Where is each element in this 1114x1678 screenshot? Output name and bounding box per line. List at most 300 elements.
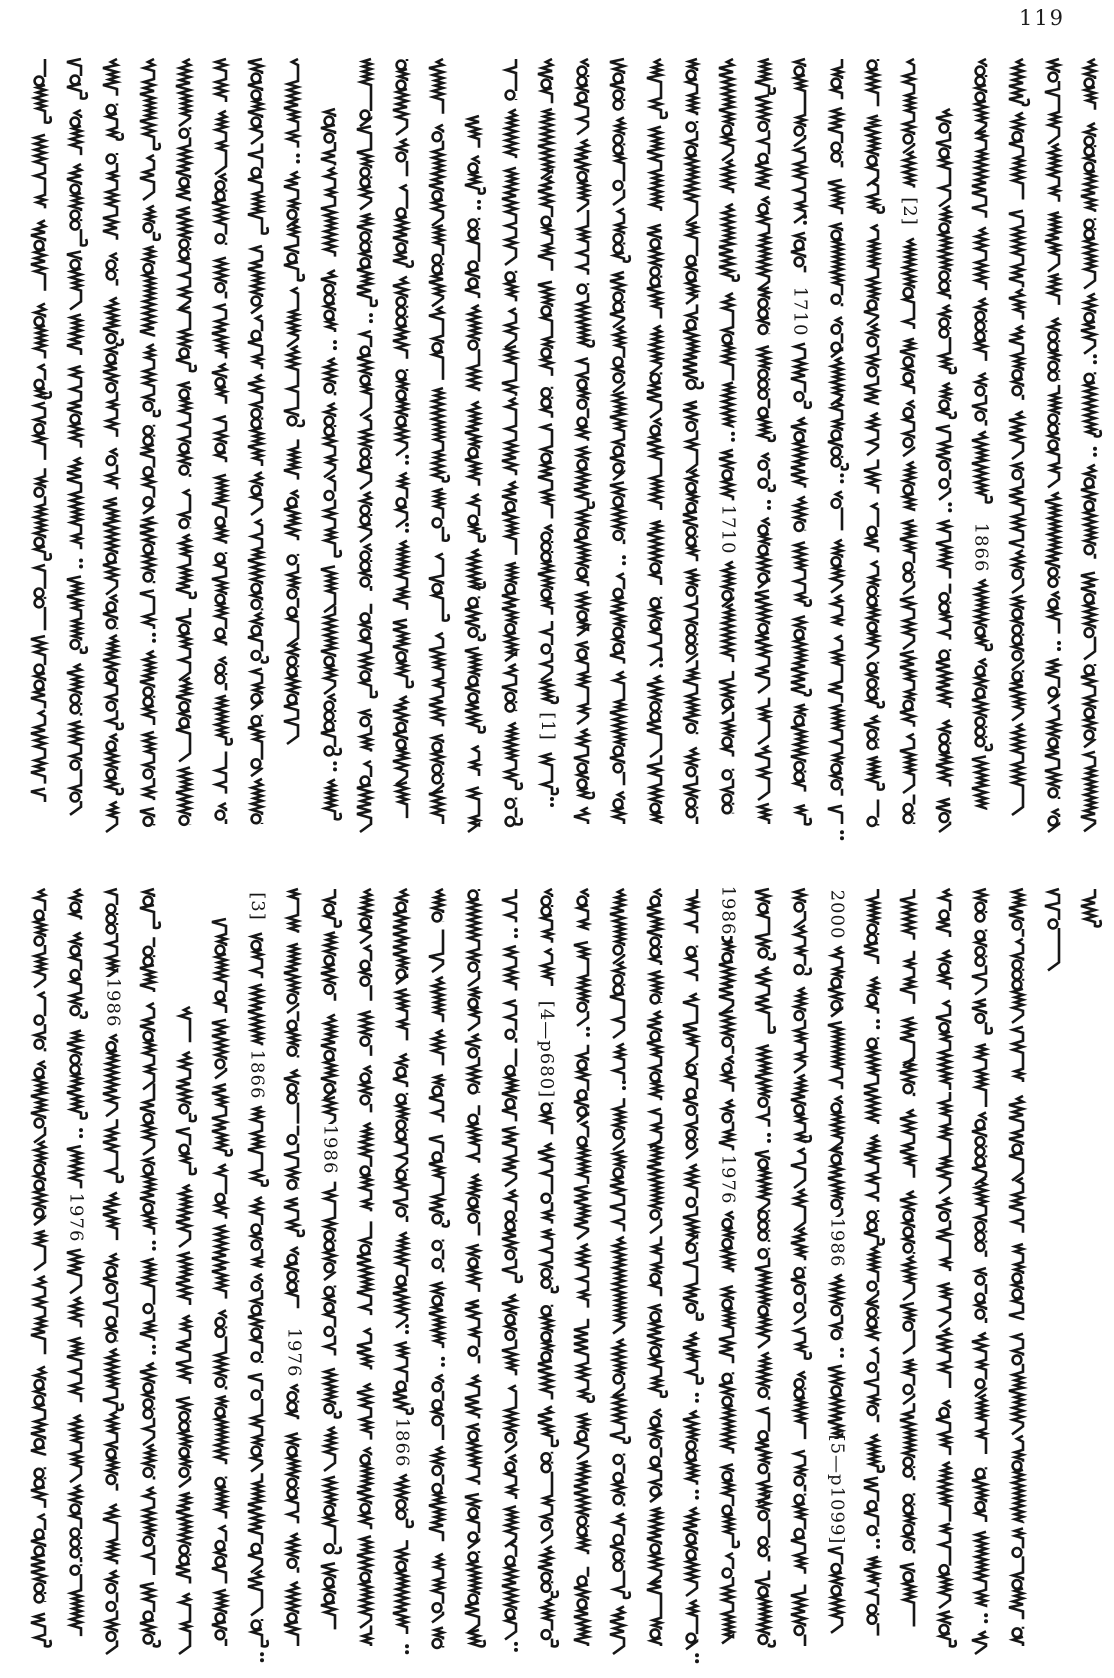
script-loop-stroke <box>1012 635 1021 644</box>
script-loop-stroke <box>1085 628 1094 637</box>
script-loop-stroke <box>433 584 442 593</box>
script-word-stroke <box>972 373 986 426</box>
script-loop-stroke <box>904 1541 913 1550</box>
script-word-stroke <box>687 946 697 982</box>
script-word-stroke <box>542 1229 558 1292</box>
script-column-drawing <box>497 55 525 828</box>
script-word-stroke <box>469 549 485 589</box>
script-loop-stroke <box>578 897 587 906</box>
script-loop-stroke <box>71 76 80 85</box>
script-word-stroke <box>35 304 45 359</box>
script-loop-stroke <box>759 1587 768 1596</box>
script-word-stroke <box>321 606 335 694</box>
punctuation-dot <box>405 1644 409 1648</box>
punctuation-dot <box>550 797 554 801</box>
script-word-stroke <box>325 476 341 557</box>
punctuation-dot <box>876 1539 880 1543</box>
script-loop-stroke <box>940 479 949 488</box>
script-word-stroke <box>832 59 842 99</box>
script-word-stroke <box>469 1630 485 1647</box>
script-loop-stroke <box>35 937 44 946</box>
script-loop-stroke <box>940 593 949 602</box>
script-loop-stroke <box>541 398 550 407</box>
script-word-stroke <box>252 779 262 824</box>
script-word-stroke <box>502 1541 516 1640</box>
script-loop-stroke <box>252 584 261 593</box>
punctuation-dot <box>260 1652 264 1656</box>
text-column <box>533 55 561 828</box>
script-word-stroke <box>432 735 443 794</box>
script-word-stroke <box>647 418 661 510</box>
script-loop-stroke <box>795 1268 804 1277</box>
text-column <box>26 885 54 1650</box>
script-loop-stroke <box>904 357 913 366</box>
script-word-stroke <box>578 889 588 929</box>
script-word-stroke <box>794 59 805 146</box>
punctuation-dot <box>586 1027 590 1031</box>
script-word-stroke <box>976 228 986 291</box>
script-word-stroke <box>212 174 226 245</box>
script-word-stroke <box>465 402 479 486</box>
script-loop-stroke <box>578 1576 587 1585</box>
script-word-stroke <box>936 799 950 832</box>
script-word-stroke <box>361 1123 371 1212</box>
script-loop-stroke <box>360 671 369 680</box>
script-loop-stroke <box>360 516 369 525</box>
script-loop-stroke <box>107 925 116 934</box>
script-loop-stroke <box>143 1114 152 1123</box>
script-loop-stroke <box>759 1231 768 1240</box>
script-loop-stroke <box>216 181 225 190</box>
script-word-stroke <box>107 449 117 490</box>
script-word-stroke <box>465 648 485 733</box>
script-loop-stroke <box>107 1042 116 1051</box>
script-word-stroke <box>722 1553 733 1643</box>
script-loop-stroke <box>831 295 840 304</box>
script-loop-stroke <box>397 740 406 749</box>
script-loop-stroke <box>1012 370 1021 379</box>
punctuation-dot <box>514 928 518 932</box>
script-loop-stroke <box>216 946 225 955</box>
script-word-stroke <box>67 59 87 99</box>
script-loop-stroke <box>541 533 550 542</box>
script-column-drawing <box>786 55 814 828</box>
script-loop-stroke <box>216 811 225 820</box>
script-loop-stroke <box>35 681 44 690</box>
script-word-stroke <box>610 1151 624 1232</box>
script-loop-stroke <box>759 1211 768 1220</box>
script-loop-stroke <box>904 701 913 710</box>
script-loop-stroke <box>723 794 732 803</box>
script-loop-stroke <box>867 1526 876 1535</box>
script-word-stroke <box>864 324 878 405</box>
script-loop-stroke <box>650 948 659 957</box>
script-loop-stroke <box>252 91 261 100</box>
script-loop-stroke <box>541 897 550 906</box>
script-word-stroke <box>610 672 624 745</box>
script-word-stroke <box>900 1060 914 1096</box>
script-loop-stroke <box>650 1417 659 1426</box>
script-loop-stroke <box>71 415 80 424</box>
script-loop-stroke <box>686 1089 695 1098</box>
script-loop-stroke <box>252 1306 261 1315</box>
script-loop-stroke <box>288 1021 297 1030</box>
script-word-stroke <box>574 1461 588 1554</box>
script-loop-stroke <box>107 1449 116 1458</box>
script-word-stroke <box>429 791 443 824</box>
script-word-stroke <box>103 1035 117 1117</box>
script-loop-stroke <box>1085 220 1094 229</box>
script-column-drawing <box>569 55 597 828</box>
script-loop-stroke <box>578 172 587 181</box>
script-loop-stroke <box>397 1208 406 1217</box>
script-word-stroke <box>794 147 805 223</box>
script-loop-stroke <box>1085 478 1094 487</box>
script-word-stroke <box>361 1066 371 1113</box>
script-word-stroke <box>759 1498 769 1562</box>
script-word-stroke <box>325 1286 335 1356</box>
script-word-stroke <box>795 1372 805 1440</box>
script-loop-stroke <box>759 1547 768 1556</box>
script-loop-stroke <box>686 503 695 512</box>
script-loop-stroke <box>397 208 406 217</box>
script-word-stroke <box>610 962 624 1038</box>
script-word-stroke <box>683 993 697 1064</box>
punctuation-dot <box>695 1399 699 1403</box>
script-word-stroke <box>396 369 407 455</box>
script-loop-stroke <box>831 343 840 352</box>
script-word-stroke <box>976 1044 986 1107</box>
script-loop-stroke <box>35 665 44 674</box>
script-word-stroke <box>828 1366 842 1443</box>
script-loop-stroke <box>216 595 225 604</box>
script-loop-stroke <box>252 297 261 306</box>
script-word-stroke <box>791 233 805 273</box>
script-loop-stroke <box>288 994 297 1003</box>
script-loop-stroke <box>143 1409 152 1418</box>
script-word-stroke <box>393 620 413 687</box>
script-word-stroke <box>103 1193 117 1241</box>
script-word-stroke <box>1081 573 1095 660</box>
script-loop-stroke <box>686 1634 695 1643</box>
script-word-stroke <box>506 109 516 158</box>
text-column <box>605 55 633 828</box>
script-loop-stroke <box>578 1431 587 1440</box>
script-loop-stroke <box>723 1038 732 1047</box>
punctuation-dot <box>333 340 337 344</box>
script-loop-stroke <box>1085 137 1094 146</box>
script-word-stroke <box>867 413 878 455</box>
script-word-stroke <box>900 597 914 649</box>
script-word-stroke <box>683 1242 703 1320</box>
script-word-stroke <box>357 214 377 306</box>
script-word-stroke <box>361 710 371 752</box>
script-word-stroke <box>288 1385 298 1420</box>
script-loop-stroke <box>614 1562 623 1571</box>
script-loop-stroke <box>360 506 369 515</box>
script-loop-stroke <box>541 1269 550 1278</box>
script-column-drawing <box>931 885 959 1650</box>
script-loop-stroke <box>541 454 550 463</box>
script-loop-stroke <box>904 1322 913 1331</box>
year-number: 2000 <box>823 889 851 940</box>
year-number: 1986 <box>316 1124 344 1175</box>
script-loop-stroke <box>723 933 732 942</box>
script-loop-stroke <box>1085 594 1094 603</box>
script-word-stroke <box>1045 212 1059 272</box>
script-loop-stroke <box>252 1225 261 1234</box>
script-word-stroke <box>429 1447 443 1542</box>
script-column-drawing <box>98 55 126 828</box>
script-word-stroke <box>723 712 733 757</box>
text-column <box>207 55 235 828</box>
script-loop-stroke <box>867 1308 876 1317</box>
script-loop-stroke <box>505 1556 514 1565</box>
script-loop-stroke <box>867 1501 876 1510</box>
text-column <box>895 885 923 1650</box>
script-loop-stroke <box>252 941 261 950</box>
script-loop-stroke <box>179 1412 188 1421</box>
script-loop-stroke <box>360 242 369 251</box>
script-loop-stroke <box>288 1392 297 1401</box>
text-column <box>352 885 380 1650</box>
script-loop-stroke <box>1048 920 1057 929</box>
script-word-stroke <box>936 1328 950 1388</box>
script-loop-stroke <box>578 1599 587 1608</box>
script-loop-stroke <box>1012 1580 1021 1589</box>
text-column <box>460 885 488 1650</box>
script-word-stroke <box>284 1126 298 1189</box>
punctuation-dot <box>948 508 952 512</box>
script-loop-stroke <box>614 589 623 598</box>
script-word-stroke <box>610 1606 624 1654</box>
script-word-stroke <box>791 1228 805 1260</box>
script-word-stroke <box>357 1448 371 1530</box>
script-loop-stroke <box>976 737 985 746</box>
script-loop-stroke <box>433 1241 442 1250</box>
punctuation-dot <box>803 221 807 225</box>
script-word-stroke <box>176 307 196 371</box>
script-word-stroke <box>140 425 154 514</box>
script-word-stroke <box>904 151 914 187</box>
script-word-stroke <box>248 315 262 369</box>
script-word-stroke <box>1012 724 1023 815</box>
text-column <box>714 55 742 828</box>
script-loop-stroke <box>614 91 623 100</box>
script-word-stroke <box>363 1626 371 1647</box>
year-number: 1986 <box>823 1217 851 1268</box>
script-loop-stroke <box>831 431 840 440</box>
script-loop-stroke <box>904 804 913 813</box>
script-word-stroke <box>465 596 485 640</box>
script-loop-stroke <box>831 325 840 334</box>
script-loop-stroke <box>578 93 587 102</box>
script-loop-stroke <box>324 384 333 393</box>
script-column-drawing <box>316 105 344 828</box>
script-word-stroke <box>610 392 624 480</box>
text-column <box>352 55 380 828</box>
script-column-drawing <box>1076 885 1104 930</box>
script-loop-stroke <box>505 1030 514 1039</box>
script-loop-stroke <box>107 354 116 363</box>
script-loop-stroke <box>976 931 985 940</box>
script-word-stroke <box>538 1143 552 1223</box>
script-word-stroke <box>791 1267 805 1325</box>
script-loop-stroke <box>723 1113 732 1122</box>
year-number: 1976 <box>279 1327 307 1378</box>
script-loop-stroke <box>324 956 333 965</box>
script-loop-stroke <box>940 149 949 158</box>
script-word-stroke <box>791 616 811 695</box>
script-word-stroke <box>791 1148 805 1188</box>
script-loop-stroke <box>904 1468 913 1477</box>
text-column <box>388 55 416 828</box>
script-column-drawing <box>316 885 344 1650</box>
script-word-stroke <box>176 678 190 762</box>
script-loop-stroke <box>867 995 876 1004</box>
script-word-stroke <box>321 109 335 165</box>
script-loop-stroke <box>433 775 442 784</box>
script-loop-stroke <box>1048 441 1057 450</box>
script-word-stroke <box>1013 1627 1023 1646</box>
script-word-stroke <box>936 426 950 500</box>
script-word-stroke <box>1081 465 1095 559</box>
script-word-stroke <box>610 272 624 327</box>
script-loop-stroke <box>288 608 297 617</box>
script-loop-stroke <box>795 1285 804 1294</box>
script-loop-stroke <box>686 1244 695 1253</box>
script-loop-stroke <box>71 1566 80 1575</box>
script-loop-stroke <box>723 804 732 813</box>
script-column-drawing <box>243 885 271 1650</box>
script-word-stroke <box>647 1508 661 1584</box>
script-word-stroke <box>683 304 703 388</box>
script-loop-stroke <box>867 1363 876 1372</box>
script-word-stroke <box>397 1475 413 1527</box>
script-loop-stroke <box>71 1055 80 1064</box>
script-word-stroke <box>574 808 588 825</box>
script-word-stroke <box>429 59 443 114</box>
script-loop-stroke <box>143 223 152 232</box>
script-loop-stroke <box>252 716 261 725</box>
script-loop-stroke <box>1085 147 1094 156</box>
script-loop-stroke <box>867 61 876 70</box>
script-loop-stroke <box>795 1529 804 1538</box>
script-word-stroke <box>140 1083 154 1154</box>
punctuation-dot <box>405 1330 409 1334</box>
script-loop-stroke <box>1012 980 1021 989</box>
script-word-stroke <box>393 1540 407 1634</box>
script-word-stroke <box>651 971 661 1003</box>
script-word-stroke <box>176 767 190 824</box>
script-loop-stroke <box>795 903 804 912</box>
script-loop-stroke <box>686 147 695 156</box>
script-loop-stroke <box>505 799 514 808</box>
script-loop-stroke <box>686 1534 695 1543</box>
citation-marker: [1] <box>533 707 561 748</box>
script-loop-stroke <box>904 1572 913 1581</box>
script-loop-stroke <box>1085 709 1094 718</box>
script-word-stroke <box>360 492 371 542</box>
text-column <box>316 105 344 828</box>
script-word-stroke <box>864 116 878 186</box>
script-word-stroke <box>506 1455 516 1499</box>
script-loop-stroke <box>795 257 804 266</box>
text-column <box>62 55 90 828</box>
script-loop-stroke <box>686 767 695 776</box>
script-word-stroke <box>284 1247 298 1308</box>
script-loop-stroke <box>686 422 695 431</box>
punctuation-dot <box>695 1659 699 1663</box>
script-column-drawing <box>388 885 416 1650</box>
script-loop-stroke <box>904 1495 913 1504</box>
script-word-stroke <box>577 642 588 724</box>
script-loop-stroke <box>252 168 261 177</box>
script-word-stroke <box>284 172 298 228</box>
script-loop-stroke <box>433 1087 442 1096</box>
script-loop-stroke <box>252 74 261 83</box>
script-loop-stroke <box>614 447 623 456</box>
script-loop-stroke <box>759 1635 768 1644</box>
script-word-stroke <box>903 401 914 457</box>
script-loop-stroke <box>976 1310 985 1319</box>
script-loop-stroke <box>541 306 550 315</box>
script-word-stroke <box>140 517 154 583</box>
script-loop-stroke <box>541 388 550 397</box>
script-loop-stroke <box>867 935 876 944</box>
script-loop-stroke <box>940 272 949 281</box>
script-loop-stroke <box>288 1272 297 1281</box>
script-word-stroke <box>719 1372 733 1453</box>
script-word-stroke <box>176 1315 190 1384</box>
script-loop-stroke <box>650 1544 659 1553</box>
script-loop-stroke <box>976 1276 985 1285</box>
script-word-stroke <box>180 1007 190 1042</box>
script-word-stroke <box>538 176 552 271</box>
punctuation-dot <box>405 461 409 465</box>
script-loop-stroke <box>324 1506 333 1515</box>
text-column <box>135 55 163 828</box>
script-loop-stroke <box>324 427 333 436</box>
script-loop-stroke <box>578 1137 587 1146</box>
script-loop-stroke <box>976 1147 985 1156</box>
script-word-stroke <box>574 509 588 586</box>
script-word-stroke <box>35 468 51 559</box>
script-loop-stroke <box>759 154 768 163</box>
script-loop-stroke <box>831 1330 840 1339</box>
text-column <box>678 55 706 828</box>
script-loop-stroke <box>324 1231 333 1240</box>
script-loop-stroke <box>324 1404 333 1413</box>
punctuation-dot <box>369 319 373 323</box>
script-loop-stroke <box>541 907 550 916</box>
script-loop-stroke <box>252 419 261 428</box>
script-loop-stroke <box>867 367 876 376</box>
script-loop-stroke <box>360 777 369 786</box>
script-word-stroke <box>284 1070 298 1124</box>
script-loop-stroke <box>867 597 876 606</box>
script-word-stroke <box>538 109 552 179</box>
script-loop-stroke <box>324 117 333 126</box>
script-loop-stroke <box>867 1605 876 1614</box>
script-loop-stroke <box>795 762 804 771</box>
text-column <box>316 885 344 1650</box>
script-word-stroke <box>176 127 190 201</box>
script-loop-stroke <box>288 1255 297 1264</box>
script-loop-stroke <box>1048 362 1057 371</box>
script-word-stroke <box>506 1000 516 1043</box>
script-loop-stroke <box>35 1016 44 1025</box>
